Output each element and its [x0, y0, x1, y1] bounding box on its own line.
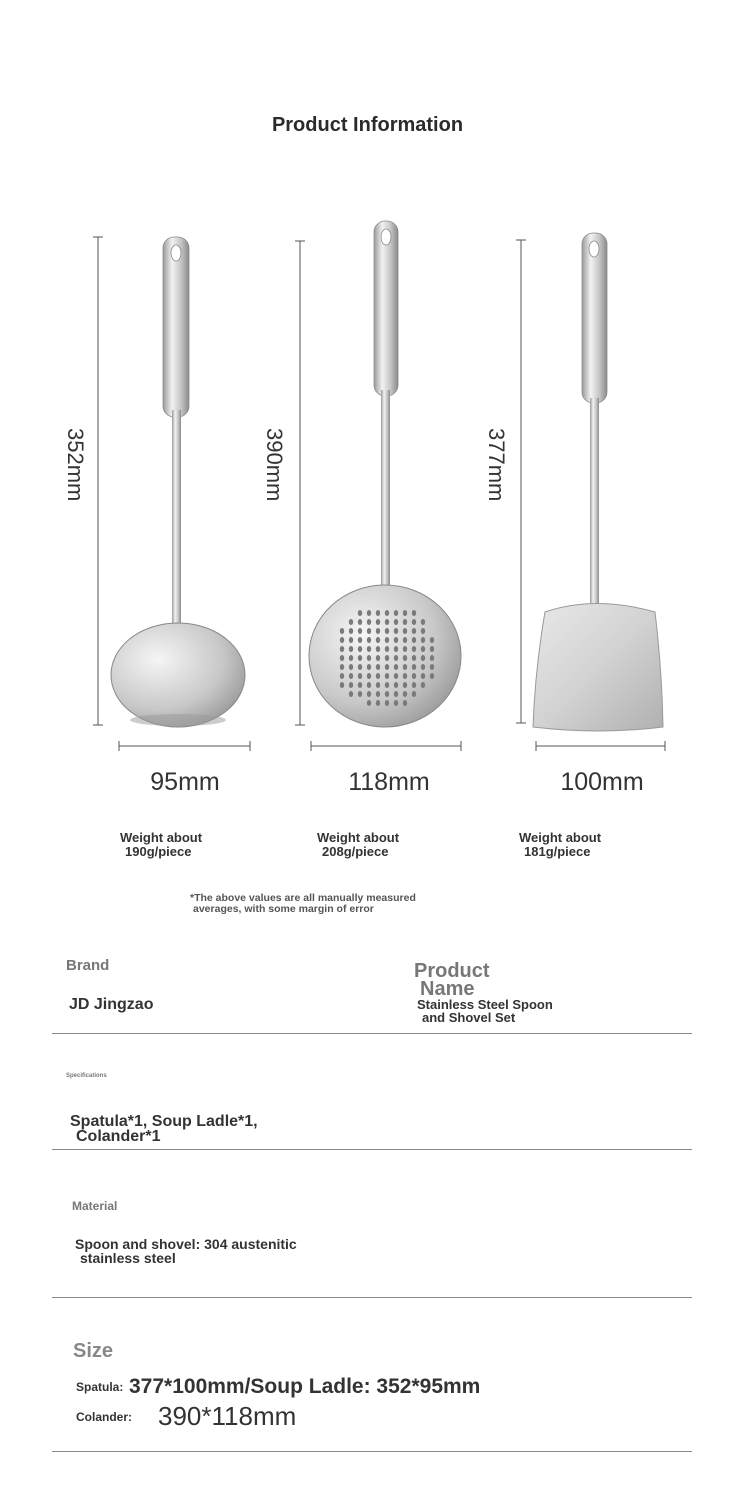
- colander-hole: [403, 610, 407, 616]
- colander-hole: [376, 610, 380, 616]
- colander-hole: [403, 637, 407, 643]
- colander-hole: [385, 637, 389, 643]
- colander-hole: [394, 637, 398, 643]
- colander-hole: [349, 673, 353, 679]
- colander-hole: [367, 637, 371, 643]
- colander-hole: [367, 691, 371, 697]
- colander-hole: [358, 673, 362, 679]
- colander-hole: [421, 619, 425, 625]
- colander-width-label: 118mm: [348, 768, 430, 796]
- colander-hole: [349, 646, 353, 652]
- specifications-value-line2: Colander*1: [76, 1128, 161, 1145]
- colander-image: [309, 221, 461, 727]
- colander-hole: [394, 610, 398, 616]
- product-name-label-line1: Product: [414, 960, 490, 982]
- colander-hole: [358, 691, 362, 697]
- colander-hole: [358, 655, 362, 661]
- colander-hole: [403, 673, 407, 679]
- measurement-note: [190, 893, 416, 915]
- note-line1: *The above values are all manually measured: [190, 892, 416, 904]
- material-value-line2: stainless steel: [80, 1250, 176, 1266]
- colander-hole: [430, 655, 434, 661]
- colander-hole: [421, 628, 425, 634]
- colander-hole: [367, 619, 371, 625]
- colander-hole: [403, 682, 407, 688]
- colander-hole: [349, 655, 353, 661]
- spatula-length-label: 377mm: [484, 428, 509, 502]
- colander-hole: [412, 664, 416, 670]
- colander-hole: [421, 673, 425, 679]
- material-value: [75, 1237, 297, 1265]
- colander-hole: [385, 610, 389, 616]
- colander-hole: [394, 628, 398, 634]
- colander-hole: [421, 682, 425, 688]
- colander-hole: [412, 610, 416, 616]
- colander-hole: [421, 637, 425, 643]
- ladle-width-label: 95mm: [150, 768, 220, 796]
- colander-hole: [421, 655, 425, 661]
- spatula-weight-line2: 181g/piece: [524, 844, 591, 859]
- colander-hole: [376, 655, 380, 661]
- colander-hole: [394, 673, 398, 679]
- colander-hole: [385, 619, 389, 625]
- colander-hole: [349, 628, 353, 634]
- colander-hole: [403, 664, 407, 670]
- material-value-line1: Spoon and shovel: 304 austenitic: [75, 1236, 297, 1252]
- colander-hole: [367, 628, 371, 634]
- product-name-label-line2: Name: [420, 978, 475, 1000]
- size-colander-label: Colander:: [76, 1410, 133, 1424]
- horizontal-dimension-lines: [119, 741, 665, 751]
- colander-hole: [349, 682, 353, 688]
- divider: [52, 1149, 692, 1150]
- colander-hole: [340, 673, 344, 679]
- colander-hole: [394, 655, 398, 661]
- size-colander-value: 390*118mm: [158, 1401, 297, 1431]
- ladle-weight: [120, 831, 202, 859]
- colander-hole: [349, 664, 353, 670]
- specifications-value-line1: Spatula*1, Soup Ladle*1,: [70, 1113, 258, 1130]
- product-name-value-line1: Stainless Steel Spoon: [417, 997, 553, 1012]
- spatula-width-label: 100mm: [560, 768, 644, 796]
- colander-hole: [385, 673, 389, 679]
- spatula-weight-line1: Weight about: [519, 830, 602, 845]
- colander-hole: [367, 664, 371, 670]
- material-label: Material: [72, 1199, 118, 1213]
- colander-hole: [340, 682, 344, 688]
- colander-hole: [412, 619, 416, 625]
- colander-hole: [403, 691, 407, 697]
- colander-hole: [394, 691, 398, 697]
- colander-hole: [412, 646, 416, 652]
- colander-weight-line1: Weight about: [317, 830, 400, 845]
- page-title: Product Information: [271, 114, 464, 136]
- colander-hole: [367, 673, 371, 679]
- colander-hole: [349, 691, 353, 697]
- colander-hole: [358, 628, 362, 634]
- colander-hole: [394, 646, 398, 652]
- colander-hole: [394, 664, 398, 670]
- colander-hole: [358, 664, 362, 670]
- colander-length-label: 390mm: [262, 428, 287, 502]
- colander-hole: [358, 646, 362, 652]
- colander-hole: [367, 655, 371, 661]
- colander-hole: [394, 682, 398, 688]
- spatula-weight: [519, 831, 601, 859]
- colander-hole: [430, 673, 434, 679]
- colander-hole: [412, 682, 416, 688]
- note-line2: averages, with some margin of error: [193, 903, 374, 915]
- colander-hole: [421, 646, 425, 652]
- colander-hole: [385, 664, 389, 670]
- colander-weight: [317, 831, 399, 859]
- colander-hole: [403, 700, 407, 706]
- colander-hole: [421, 664, 425, 670]
- colander-hole: [430, 664, 434, 670]
- colander-hole: [385, 682, 389, 688]
- colander-hole: [376, 682, 380, 688]
- specifications-label: Specifications: [66, 1073, 107, 1079]
- colander-hole: [367, 682, 371, 688]
- colander-hole: [367, 610, 371, 616]
- colander-hole: [376, 700, 380, 706]
- ladle-length-label: 352mm: [63, 428, 88, 502]
- colander-hole: [430, 646, 434, 652]
- colander-hole: [394, 619, 398, 625]
- divider: [52, 1451, 692, 1452]
- ladle-weight-line2: 190g/piece: [125, 844, 192, 859]
- product-name-value: [417, 998, 553, 1024]
- colander-hole: [340, 655, 344, 661]
- colander-weight-line2: 208g/piece: [322, 844, 389, 859]
- brand-label: Brand: [66, 957, 110, 974]
- colander-hole: [376, 646, 380, 652]
- colander-hole: [412, 655, 416, 661]
- divider: [52, 1297, 692, 1298]
- colander-hole: [403, 655, 407, 661]
- colander-hole: [376, 628, 380, 634]
- colander-hole: [376, 691, 380, 697]
- colander-hole: [376, 619, 380, 625]
- colander-hole: [412, 691, 416, 697]
- colander-hole: [358, 637, 362, 643]
- spatula-image: [533, 233, 663, 731]
- colander-hole: [430, 637, 434, 643]
- colander-hole: [403, 628, 407, 634]
- colander-hole: [358, 610, 362, 616]
- colander-hole: [367, 700, 371, 706]
- size-spatula-value: 377*100mm/Soup Ladle: 352*95mm: [129, 1375, 481, 1398]
- colander-hole: [385, 700, 389, 706]
- colander-hole: [412, 673, 416, 679]
- size-label: Size: [73, 1340, 114, 1362]
- product-name-value-line2: and Shovel Set: [422, 1010, 516, 1025]
- colander-hole: [340, 637, 344, 643]
- colander-hole: [340, 664, 344, 670]
- colander-hole: [412, 628, 416, 634]
- colander-hole: [376, 673, 380, 679]
- soup-ladle-image: [111, 237, 245, 727]
- colander-hole: [340, 646, 344, 652]
- colander-hole: [385, 655, 389, 661]
- colander-hole: [340, 628, 344, 634]
- colander-hole: [376, 637, 380, 643]
- specifications-value: [70, 1114, 258, 1144]
- colander-hole: [412, 637, 416, 643]
- colander-hole: [385, 691, 389, 697]
- colander-hole: [358, 682, 362, 688]
- colander-hole: [394, 700, 398, 706]
- colander-hole: [385, 646, 389, 652]
- colander-hole: [349, 637, 353, 643]
- brand-value: JD Jingzao: [69, 996, 154, 1013]
- colander-hole: [376, 664, 380, 670]
- divider: [52, 1033, 692, 1034]
- size-spatula-label: Spatula:: [76, 1380, 124, 1394]
- colander-hole: [358, 619, 362, 625]
- colander-hole: [367, 646, 371, 652]
- colander-hole: [385, 628, 389, 634]
- colander-hole: [349, 619, 353, 625]
- ladle-weight-line1: Weight about: [120, 830, 203, 845]
- product-name-label: [414, 962, 490, 998]
- colander-hole: [403, 619, 407, 625]
- colander-hole: [403, 646, 407, 652]
